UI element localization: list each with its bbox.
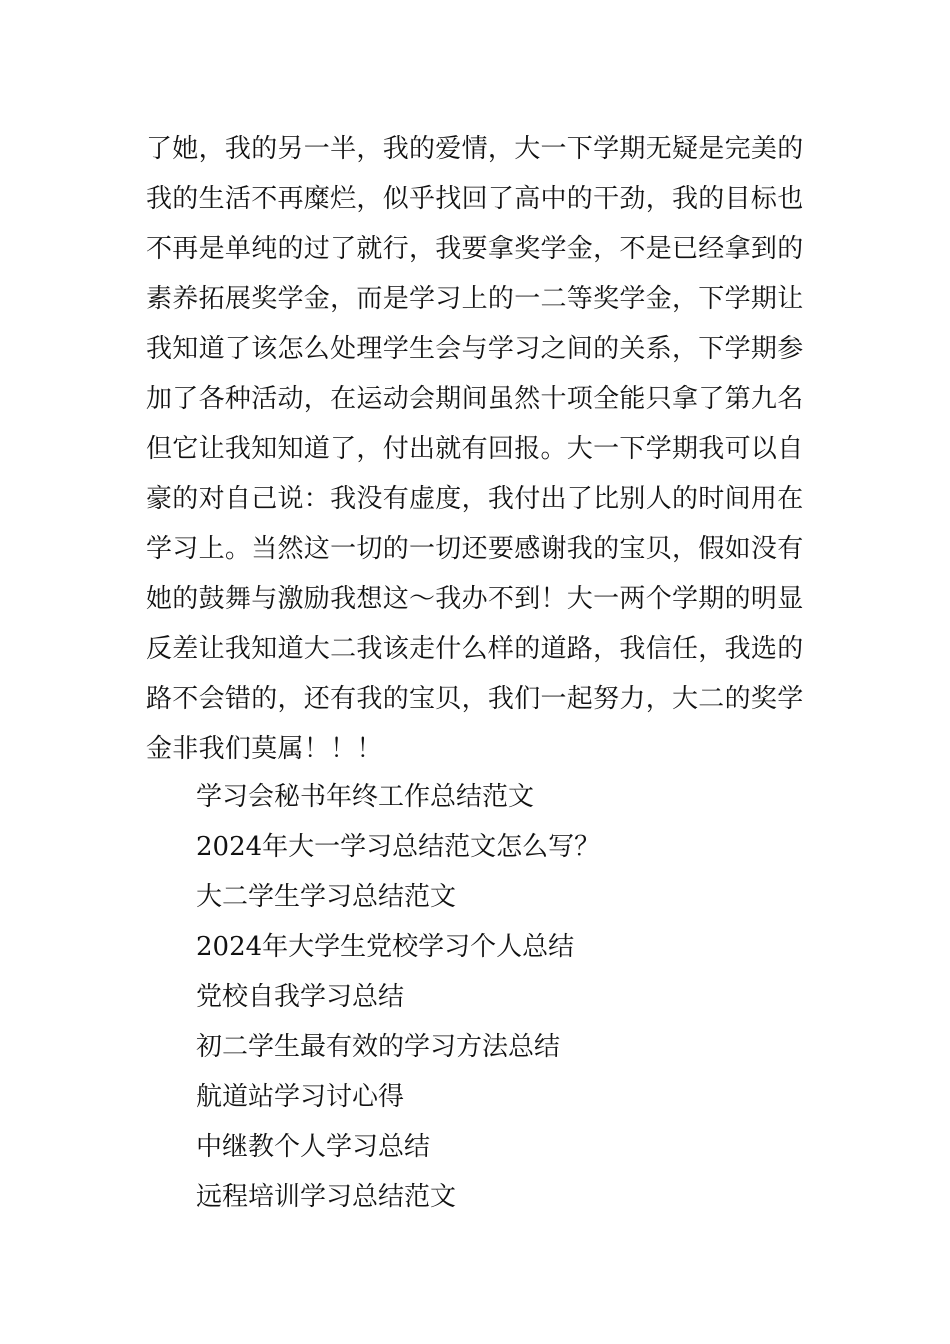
related-article-item: 远程培训学习总结范文 [196, 1182, 457, 1212]
paragraph-line: 了她，我的另一半，我的爱情，大一下学期无疑是完美的 [146, 134, 804, 164]
related-article-item: 大二学生学习总结范文 [196, 882, 457, 912]
related-article-item: 2024年大学生党校学习个人总结 [196, 932, 575, 962]
paragraph-line: 金非我们莫属！！！ [146, 734, 383, 764]
paragraph-line: 不再是单纯的过了就行，我要拿奖学金，不是已经拿到的 [146, 234, 804, 264]
paragraph-line: 加了各种活动，在运动会期间虽然十项全能只拿了第九名 [146, 384, 804, 414]
paragraph-line: 学习上。当然这一切的一切还要感谢我的宝贝，假如没有 [146, 534, 804, 564]
paragraph-line: 但它让我知知道了，付出就有回报。大一下学期我可以自 [146, 434, 804, 464]
paragraph-line: 豪的对自己说：我没有虚度，我付出了比别人的时间用在 [146, 484, 804, 514]
paragraph-line: 素养拓展奖学金，而是学习上的一二等奖学金，下学期让 [146, 284, 804, 314]
body-paragraph [146, 124, 808, 774]
paragraph-line: 路不会错的，还有我的宝贝，我们一起努力，大二的奖学 [146, 684, 804, 714]
paragraph-line: 我知道了该怎么处理学生会与学习之间的关系，下学期参 [146, 334, 804, 364]
related-article-item: 航道站学习讨心得 [196, 1082, 405, 1112]
related-article-item: 学习会秘书年终工作总结范文 [196, 782, 535, 812]
paragraph-line: 她的鼓舞与激励我想这～我办不到！大一两个学期的明显 [146, 584, 804, 614]
paragraph-line: 反差让我知道大二我该走什么样的道路，我信任，我选的 [146, 634, 804, 664]
related-articles-list [196, 772, 816, 1222]
related-article-item: 党校自我学习总结 [196, 982, 405, 1012]
related-article-item: 2024年大一学习总结范文怎么写？ [196, 832, 601, 862]
paragraph-line: 我的生活不再糜烂，似乎找回了高中的干劲，我的目标也 [146, 184, 804, 214]
related-article-item: 初二学生最有效的学习方法总结 [196, 1032, 561, 1062]
related-article-item: 中继教个人学习总结 [196, 1132, 431, 1162]
